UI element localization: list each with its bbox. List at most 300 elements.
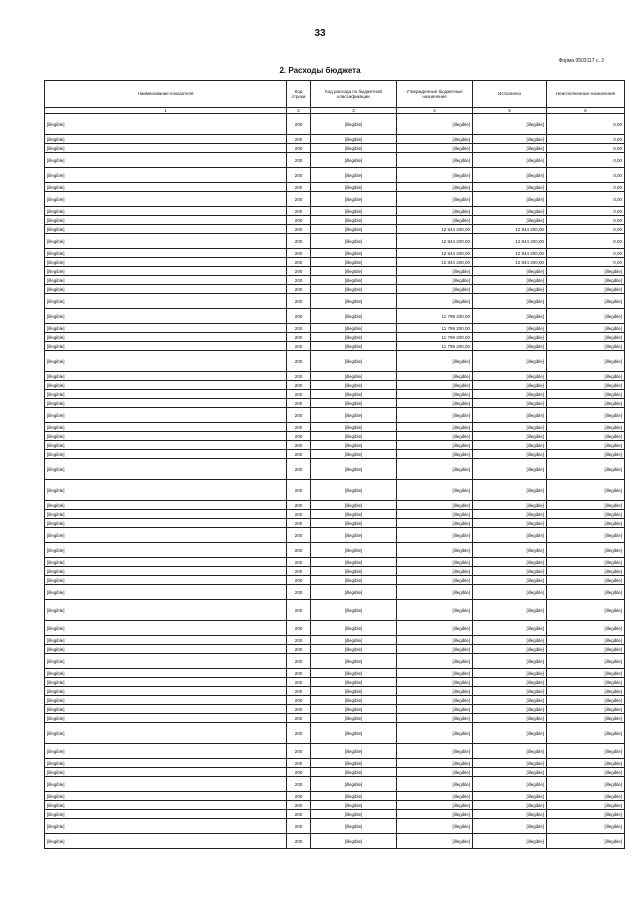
row-unexecuted: [illegible] bbox=[547, 351, 625, 372]
table-body bbox=[45, 114, 625, 849]
row-line-code: 200 bbox=[287, 399, 311, 408]
row-line-code: 200 bbox=[287, 285, 311, 294]
row-class-code: [illegible] bbox=[311, 309, 397, 324]
row-unexecuted: 0,00 bbox=[547, 114, 625, 135]
row-name: [illegible] bbox=[45, 669, 287, 678]
row-class-code: [illegible] bbox=[311, 459, 397, 480]
row-class-code: [illegible] bbox=[311, 528, 397, 543]
table-row bbox=[45, 678, 625, 687]
table-row bbox=[45, 759, 625, 768]
row-class-code: [illegible] bbox=[311, 390, 397, 399]
table-row bbox=[45, 372, 625, 381]
row-executed: [illegible] bbox=[473, 777, 547, 792]
row-approved: 12 844 200,00 bbox=[397, 258, 473, 267]
table-row bbox=[45, 777, 625, 792]
row-unexecuted: [illegible] bbox=[547, 669, 625, 678]
row-line-code: 200 bbox=[287, 714, 311, 723]
row-name: [illegible] bbox=[45, 714, 287, 723]
row-executed: [illegible] bbox=[473, 645, 547, 654]
row-executed: [illegible] bbox=[473, 819, 547, 834]
table-row bbox=[45, 480, 625, 501]
row-unexecuted: 0,00 bbox=[547, 258, 625, 267]
row-unexecuted: [illegible] bbox=[547, 372, 625, 381]
table-row bbox=[45, 768, 625, 777]
row-name: [illegible] bbox=[45, 351, 287, 372]
row-approved: [illegible] bbox=[397, 636, 473, 645]
row-unexecuted: [illegible] bbox=[547, 768, 625, 777]
row-line-code: 200 bbox=[287, 276, 311, 285]
row-name: [illegible] bbox=[45, 558, 287, 567]
row-class-code: [illegible] bbox=[311, 381, 397, 390]
table-row bbox=[45, 294, 625, 309]
row-unexecuted: [illegible] bbox=[547, 705, 625, 714]
row-class-code: [illegible] bbox=[311, 168, 397, 183]
header-executed: Исполнено bbox=[473, 81, 547, 108]
table-row bbox=[45, 501, 625, 510]
row-class-code: [illegible] bbox=[311, 207, 397, 216]
row-approved: [illegible] bbox=[397, 450, 473, 459]
row-approved: [illegible] bbox=[397, 645, 473, 654]
row-line-code: 200 bbox=[287, 834, 311, 849]
row-line-code: 200 bbox=[287, 309, 311, 324]
row-line-code: 200 bbox=[287, 324, 311, 333]
row-approved: [illegible] bbox=[397, 621, 473, 636]
row-approved: [illegible] bbox=[397, 696, 473, 705]
row-name: [illegible] bbox=[45, 801, 287, 810]
row-line-code: 200 bbox=[287, 621, 311, 636]
table-row bbox=[45, 324, 625, 333]
row-class-code: [illegible] bbox=[311, 519, 397, 528]
row-executed: [illegible] bbox=[473, 501, 547, 510]
row-line-code: 200 bbox=[287, 234, 311, 249]
row-approved: [illegible] bbox=[397, 408, 473, 423]
table-row bbox=[45, 432, 625, 441]
row-unexecuted: [illegible] bbox=[547, 585, 625, 600]
table-row bbox=[45, 636, 625, 645]
table-row bbox=[45, 645, 625, 654]
row-executed: [illegible] bbox=[473, 294, 547, 309]
row-class-code: [illegible] bbox=[311, 276, 397, 285]
row-executed: [illegible] bbox=[473, 441, 547, 450]
row-class-code: [illegible] bbox=[311, 192, 397, 207]
row-approved: [illegible] bbox=[397, 441, 473, 450]
row-unexecuted: [illegible] bbox=[547, 510, 625, 519]
table-row bbox=[45, 168, 625, 183]
row-class-code: [illegible] bbox=[311, 744, 397, 759]
header-line-code: Код строки bbox=[287, 81, 311, 108]
row-approved: 12 844 200,00 bbox=[397, 234, 473, 249]
row-unexecuted: [illegible] bbox=[547, 432, 625, 441]
row-executed: [illegible] bbox=[473, 519, 547, 528]
row-name: [illegible] bbox=[45, 819, 287, 834]
row-name: [illegible] bbox=[45, 723, 287, 744]
row-executed: [illegible] bbox=[473, 183, 547, 192]
table-row bbox=[45, 225, 625, 234]
row-line-code: 200 bbox=[287, 705, 311, 714]
row-line-code: 200 bbox=[287, 567, 311, 576]
row-line-code: 200 bbox=[287, 819, 311, 834]
row-unexecuted: 0,00 bbox=[547, 183, 625, 192]
row-class-code: [illegible] bbox=[311, 144, 397, 153]
row-class-code: [illegible] bbox=[311, 408, 397, 423]
row-approved: [illegible] bbox=[397, 576, 473, 585]
row-line-code: 200 bbox=[287, 576, 311, 585]
row-line-code: 200 bbox=[287, 810, 311, 819]
row-line-code: 200 bbox=[287, 168, 311, 183]
row-name: [illegible] bbox=[45, 267, 287, 276]
row-unexecuted: 0,00 bbox=[547, 153, 625, 168]
row-class-code: [illegible] bbox=[311, 567, 397, 576]
row-unexecuted: [illegible] bbox=[547, 390, 625, 399]
row-approved: [illegible] bbox=[397, 654, 473, 669]
row-executed: [illegible] bbox=[473, 768, 547, 777]
row-class-code: [illegible] bbox=[311, 696, 397, 705]
table-row bbox=[45, 558, 625, 567]
row-class-code: [illegible] bbox=[311, 294, 397, 309]
row-unexecuted: [illegible] bbox=[547, 759, 625, 768]
row-name: [illegible] bbox=[45, 423, 287, 432]
section-title: 2. Расходы бюджета bbox=[279, 66, 361, 75]
row-class-code: [illegible] bbox=[311, 543, 397, 558]
row-name: [illegible] bbox=[45, 567, 287, 576]
row-executed: [illegible] bbox=[473, 351, 547, 372]
row-class-code: [illegible] bbox=[311, 792, 397, 801]
column-number: 2 bbox=[287, 108, 311, 114]
row-line-code: 200 bbox=[287, 744, 311, 759]
table-row bbox=[45, 654, 625, 669]
column-number: 5 bbox=[473, 108, 547, 114]
row-approved: [illegible] bbox=[397, 705, 473, 714]
row-executed: 12 844 200,00 bbox=[473, 258, 547, 267]
row-executed: [illegible] bbox=[473, 342, 547, 351]
table-row bbox=[45, 801, 625, 810]
row-executed: [illegible] bbox=[473, 600, 547, 621]
row-class-code: [illegible] bbox=[311, 153, 397, 168]
row-unexecuted: [illegible] bbox=[547, 294, 625, 309]
row-name: [illegible] bbox=[45, 480, 287, 501]
page-number: 33 bbox=[314, 28, 326, 39]
row-unexecuted: [illegible] bbox=[547, 723, 625, 744]
row-executed: [illegible] bbox=[473, 696, 547, 705]
row-unexecuted: [illegible] bbox=[547, 744, 625, 759]
row-executed: [illegible] bbox=[473, 168, 547, 183]
row-line-code: 200 bbox=[287, 351, 311, 372]
row-class-code: [illegible] bbox=[311, 333, 397, 342]
row-line-code: 200 bbox=[287, 558, 311, 567]
row-class-code: [illegible] bbox=[311, 819, 397, 834]
row-class-code: [illegible] bbox=[311, 576, 397, 585]
row-name: [illegible] bbox=[45, 135, 287, 144]
row-executed: [illegible] bbox=[473, 432, 547, 441]
row-executed: [illegible] bbox=[473, 153, 547, 168]
row-unexecuted: [illegible] bbox=[547, 801, 625, 810]
row-approved: [illegible] bbox=[397, 669, 473, 678]
row-executed: [illegible] bbox=[473, 528, 547, 543]
row-unexecuted: [illegible] bbox=[547, 408, 625, 423]
row-class-code: [illegible] bbox=[311, 432, 397, 441]
row-unexecuted: [illegible] bbox=[547, 480, 625, 501]
row-class-code: [illegible] bbox=[311, 585, 397, 600]
row-unexecuted: [illegible] bbox=[547, 567, 625, 576]
row-approved: [illegible] bbox=[397, 819, 473, 834]
row-approved: [illegible] bbox=[397, 192, 473, 207]
row-name: [illegible] bbox=[45, 759, 287, 768]
row-executed: 12 844 200,00 bbox=[473, 234, 547, 249]
row-approved: [illegible] bbox=[397, 276, 473, 285]
row-unexecuted: 0,00 bbox=[547, 249, 625, 258]
row-unexecuted: [illegible] bbox=[547, 519, 625, 528]
row-line-code: 200 bbox=[287, 408, 311, 423]
row-name: [illegible] bbox=[45, 309, 287, 324]
row-name: [illegible] bbox=[45, 678, 287, 687]
table-row bbox=[45, 351, 625, 372]
table-row bbox=[45, 543, 625, 558]
row-class-code: [illegible] bbox=[311, 777, 397, 792]
table-row bbox=[45, 459, 625, 480]
row-class-code: [illegible] bbox=[311, 759, 397, 768]
row-class-code: [illegible] bbox=[311, 324, 397, 333]
table-row bbox=[45, 114, 625, 135]
row-approved: [illegible] bbox=[397, 810, 473, 819]
row-line-code: 200 bbox=[287, 144, 311, 153]
row-approved: [illegible] bbox=[397, 114, 473, 135]
row-name: [illegible] bbox=[45, 153, 287, 168]
row-executed: [illegible] bbox=[473, 621, 547, 636]
row-approved: [illegible] bbox=[397, 543, 473, 558]
table-row bbox=[45, 267, 625, 276]
row-approved: 12 844 200,00 bbox=[397, 249, 473, 258]
row-approved: [illegible] bbox=[397, 432, 473, 441]
row-line-code: 200 bbox=[287, 372, 311, 381]
row-approved: [illegible] bbox=[397, 777, 473, 792]
row-approved: [illegible] bbox=[397, 501, 473, 510]
row-unexecuted: 0,00 bbox=[547, 144, 625, 153]
row-approved: [illegible] bbox=[397, 372, 473, 381]
column-number: 4 bbox=[397, 108, 473, 114]
row-line-code: 200 bbox=[287, 258, 311, 267]
row-executed: [illegible] bbox=[473, 576, 547, 585]
row-name: [illegible] bbox=[45, 276, 287, 285]
row-executed: [illegible] bbox=[473, 834, 547, 849]
table-row bbox=[45, 249, 625, 258]
row-class-code: [illegible] bbox=[311, 501, 397, 510]
row-class-code: [illegible] bbox=[311, 621, 397, 636]
row-approved: [illegible] bbox=[397, 183, 473, 192]
row-name: [illegible] bbox=[45, 834, 287, 849]
row-executed: [illegible] bbox=[473, 207, 547, 216]
row-name: [illegible] bbox=[45, 621, 287, 636]
row-unexecuted: [illegible] bbox=[547, 381, 625, 390]
table-row bbox=[45, 450, 625, 459]
row-approved: [illegible] bbox=[397, 390, 473, 399]
row-name: [illegible] bbox=[45, 294, 287, 309]
row-unexecuted: 0,00 bbox=[547, 207, 625, 216]
row-class-code: [illegible] bbox=[311, 687, 397, 696]
row-approved: [illegible] bbox=[397, 351, 473, 372]
table-row bbox=[45, 810, 625, 819]
row-class-code: [illegible] bbox=[311, 723, 397, 744]
table-row bbox=[45, 135, 625, 144]
table-row bbox=[45, 192, 625, 207]
row-unexecuted: [illegible] bbox=[547, 654, 625, 669]
row-executed: [illegible] bbox=[473, 543, 547, 558]
row-name: [illegible] bbox=[45, 510, 287, 519]
row-line-code: 200 bbox=[287, 216, 311, 225]
row-name: [illegible] bbox=[45, 249, 287, 258]
row-line-code: 200 bbox=[287, 678, 311, 687]
row-class-code: [illegible] bbox=[311, 249, 397, 258]
row-line-code: 200 bbox=[287, 801, 311, 810]
header-class-code: Код расхода по бюджетной классификации bbox=[311, 81, 397, 108]
table-row bbox=[45, 723, 625, 744]
row-name: [illegible] bbox=[45, 501, 287, 510]
row-unexecuted: [illegible] bbox=[547, 333, 625, 342]
row-class-code: [illegible] bbox=[311, 423, 397, 432]
row-executed: [illegible] bbox=[473, 723, 547, 744]
row-unexecuted: 0,00 bbox=[547, 192, 625, 207]
row-class-code: [illegible] bbox=[311, 135, 397, 144]
row-approved: [illegible] bbox=[397, 834, 473, 849]
row-executed: [illegible] bbox=[473, 423, 547, 432]
row-class-code: [illegible] bbox=[311, 114, 397, 135]
row-executed: [illegible] bbox=[473, 567, 547, 576]
row-unexecuted: [illegible] bbox=[547, 528, 625, 543]
row-line-code: 200 bbox=[287, 510, 311, 519]
row-unexecuted: [illegible] bbox=[547, 324, 625, 333]
row-name: [illegible] bbox=[45, 543, 287, 558]
row-name: [illegible] bbox=[45, 636, 287, 645]
row-line-code: 200 bbox=[287, 192, 311, 207]
row-name: [illegible] bbox=[45, 792, 287, 801]
table-row bbox=[45, 705, 625, 714]
row-unexecuted: 0,00 bbox=[547, 234, 625, 249]
row-unexecuted: [illegible] bbox=[547, 636, 625, 645]
row-executed: [illegible] bbox=[473, 654, 547, 669]
row-unexecuted: [illegible] bbox=[547, 792, 625, 801]
row-unexecuted: [illegible] bbox=[547, 714, 625, 723]
row-name: [illegible] bbox=[45, 696, 287, 705]
row-approved: 12 844 200,00 bbox=[397, 225, 473, 234]
row-line-code: 200 bbox=[287, 294, 311, 309]
row-class-code: [illegible] bbox=[311, 801, 397, 810]
row-class-code: [illegible] bbox=[311, 372, 397, 381]
row-class-code: [illegible] bbox=[311, 768, 397, 777]
row-approved: [illegible] bbox=[397, 381, 473, 390]
row-executed: [illegible] bbox=[473, 810, 547, 819]
row-executed: [illegible] bbox=[473, 558, 547, 567]
row-executed: [illegible] bbox=[473, 192, 547, 207]
row-executed: [illegible] bbox=[473, 399, 547, 408]
table-row bbox=[45, 792, 625, 801]
row-approved: 11 799 200,00 bbox=[397, 333, 473, 342]
row-approved: [illegible] bbox=[397, 153, 473, 168]
row-unexecuted: [illegible] bbox=[547, 819, 625, 834]
row-unexecuted: [illegible] bbox=[547, 810, 625, 819]
table-row bbox=[45, 342, 625, 351]
row-unexecuted: [illegible] bbox=[547, 423, 625, 432]
row-approved: [illegible] bbox=[397, 510, 473, 519]
row-name: [illegible] bbox=[45, 441, 287, 450]
row-line-code: 200 bbox=[287, 423, 311, 432]
table-row bbox=[45, 408, 625, 423]
row-line-code: 200 bbox=[287, 585, 311, 600]
row-unexecuted: [illegible] bbox=[547, 501, 625, 510]
row-approved: [illegible] bbox=[397, 144, 473, 153]
row-unexecuted: [illegible] bbox=[547, 441, 625, 450]
row-line-code: 200 bbox=[287, 381, 311, 390]
row-approved: [illegible] bbox=[397, 399, 473, 408]
row-line-code: 200 bbox=[287, 267, 311, 276]
row-unexecuted: [illegible] bbox=[547, 558, 625, 567]
row-line-code: 200 bbox=[287, 654, 311, 669]
column-number: 3 bbox=[311, 108, 397, 114]
row-approved: [illegible] bbox=[397, 285, 473, 294]
row-line-code: 200 bbox=[287, 207, 311, 216]
row-approved: [illegible] bbox=[397, 567, 473, 576]
row-approved: 11 799 200,00 bbox=[397, 309, 473, 324]
column-number: 6 bbox=[547, 108, 625, 114]
row-line-code: 200 bbox=[287, 183, 311, 192]
row-name: [illegible] bbox=[45, 408, 287, 423]
row-approved: [illegible] bbox=[397, 558, 473, 567]
row-executed: [illegible] bbox=[473, 510, 547, 519]
row-approved: [illegible] bbox=[397, 792, 473, 801]
table-row bbox=[45, 441, 625, 450]
table-row bbox=[45, 153, 625, 168]
row-line-code: 200 bbox=[287, 792, 311, 801]
row-name: [illegible] bbox=[45, 381, 287, 390]
table-row bbox=[45, 834, 625, 849]
row-executed: [illegible] bbox=[473, 480, 547, 501]
row-class-code: [illegible] bbox=[311, 834, 397, 849]
table-row bbox=[45, 819, 625, 834]
table-row bbox=[45, 234, 625, 249]
row-line-code: 200 bbox=[287, 450, 311, 459]
row-approved: [illegible] bbox=[397, 519, 473, 528]
row-executed: [illegible] bbox=[473, 678, 547, 687]
row-approved: [illegible] bbox=[397, 744, 473, 759]
row-name: [illegible] bbox=[45, 192, 287, 207]
row-name: [illegible] bbox=[45, 687, 287, 696]
row-executed: [illegible] bbox=[473, 687, 547, 696]
table-row bbox=[45, 519, 625, 528]
row-class-code: [illegible] bbox=[311, 183, 397, 192]
row-executed: [illegible] bbox=[473, 144, 547, 153]
row-line-code: 200 bbox=[287, 759, 311, 768]
row-line-code: 200 bbox=[287, 645, 311, 654]
table-row bbox=[45, 600, 625, 621]
table-row bbox=[45, 258, 625, 267]
row-class-code: [illegible] bbox=[311, 669, 397, 678]
row-name: [illegible] bbox=[45, 744, 287, 759]
row-class-code: [illegible] bbox=[311, 234, 397, 249]
row-approved: [illegible] bbox=[397, 714, 473, 723]
row-line-code: 200 bbox=[287, 480, 311, 501]
row-approved: [illegible] bbox=[397, 480, 473, 501]
table-row bbox=[45, 381, 625, 390]
row-unexecuted: 0,00 bbox=[547, 168, 625, 183]
column-number: 1 bbox=[45, 108, 287, 114]
row-line-code: 200 bbox=[287, 636, 311, 645]
row-class-code: [illegible] bbox=[311, 678, 397, 687]
row-line-code: 200 bbox=[287, 342, 311, 351]
row-approved: [illegible] bbox=[397, 528, 473, 543]
row-line-code: 200 bbox=[287, 696, 311, 705]
row-class-code: [illegible] bbox=[311, 714, 397, 723]
row-class-code: [illegible] bbox=[311, 510, 397, 519]
row-class-code: [illegible] bbox=[311, 258, 397, 267]
row-name: [illegible] bbox=[45, 600, 287, 621]
